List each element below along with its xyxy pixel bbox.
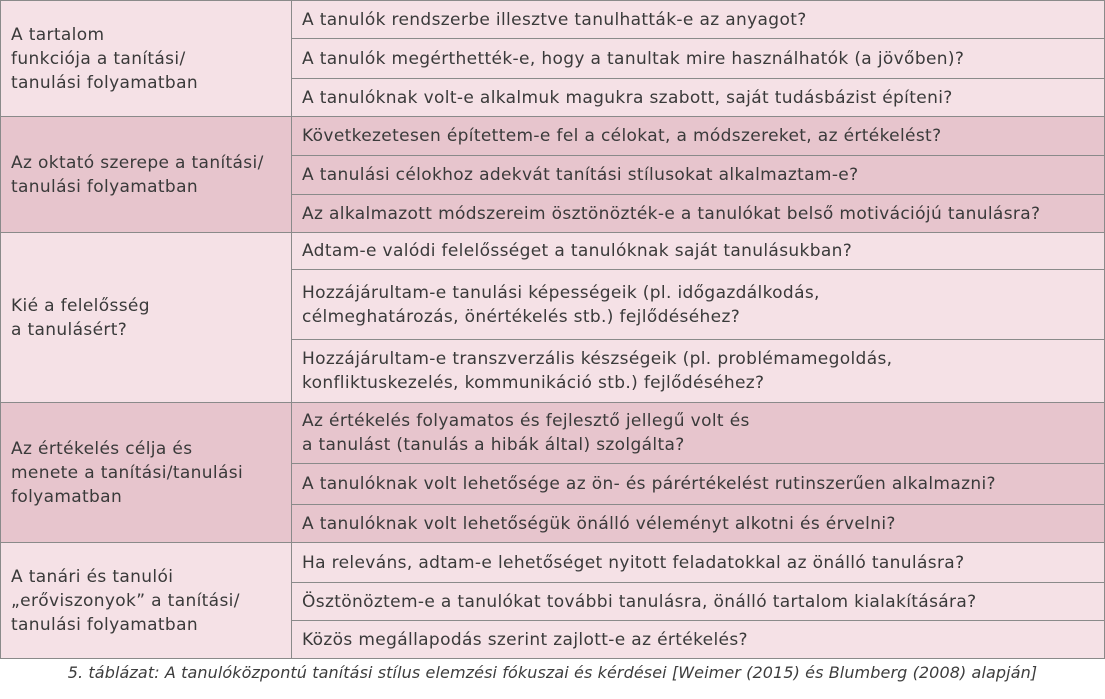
question-text-line: Ösztönöztem-e a tanulókat további tanulásra, önálló tartalom kialakítására? <box>302 591 977 612</box>
question-text-line: Közös megállapodás szerint zajlott-e az értékelés? <box>302 629 748 650</box>
question-text-line: Az alkalmazott módszereim ösztönözték-e a tanulókat belső motivációjú tanulásra? <box>302 203 1041 224</box>
table-row <box>1 543 1105 583</box>
question-text-line: Hozzájárultam-e transzverzális készségeik (pl. problémamegoldás, <box>302 349 893 369</box>
question-cell <box>292 156 1105 195</box>
focus-area-label-line: a tanulásért? <box>11 319 128 340</box>
question-cell <box>292 117 1105 156</box>
focus-area-label-line: Kié a felelősség <box>11 295 150 316</box>
question-cell <box>292 270 1105 340</box>
question-cell <box>292 195 1105 233</box>
focus-area-label-line: tanulási folyamatban <box>11 176 198 197</box>
question-text-line: célmeghatározás, önértékelés stb.) fejlődéséhez? <box>302 306 741 327</box>
question-text-line: Ha releváns, adtam-e lehetőséget nyitott feladatokkal az önálló tanulásra? <box>302 552 965 573</box>
question-text-line: a tanulást (tanulás a hibák által) szolgálta? <box>302 435 685 455</box>
question-cell <box>292 543 1105 583</box>
focus-area-label-line: A tartalom <box>11 24 105 45</box>
question-text-line: Az értékelés folyamatos és fejlesztő jellegű volt és <box>302 411 750 431</box>
focus-area-label-line: menete a tanítási/tanulási <box>11 462 244 483</box>
question-text-line: A tanulóknak volt lehetőségük önálló véleményt alkotni és érvelni? <box>302 513 896 534</box>
question-cell <box>292 505 1105 543</box>
focus-area-label-line: funkciója a tanítási/ <box>11 48 186 69</box>
question-cell <box>292 464 1105 505</box>
focus-area-label-line: A tanári és tanulói <box>11 566 174 587</box>
question-cell <box>292 340 1105 403</box>
question-text-line: A tanulási célokhoz adekvát tanítási stílusokat alkalmaztam-e? <box>302 165 859 185</box>
question-cell <box>292 79 1105 117</box>
focus-area-label-line: folyamatban <box>11 486 123 507</box>
focus-area-label-line: tanulási folyamatban <box>11 614 198 635</box>
table-row <box>1 117 1105 156</box>
question-cell <box>292 1 1105 39</box>
question-cell <box>292 233 1105 270</box>
table-row <box>1 233 1105 270</box>
question-text-line: A tanulók rendszerbe illesztve tanulhatták-e az anyagot? <box>302 9 807 30</box>
focus-area-cell <box>1 1 292 117</box>
focus-area-cell <box>1 543 292 659</box>
question-cell <box>292 403 1105 464</box>
table-row <box>1 403 1105 464</box>
question-cell <box>292 621 1105 659</box>
question-text-line: Adtam-e valódi felelősséget a tanulóknak saját tanulásukban? <box>302 241 853 261</box>
focus-area-label-line: tanulási folyamatban <box>11 72 198 93</box>
table-caption: 5. táblázat: A tanulóközpontú tanítási stílus elemzési fókuszai és kérdései [Weimer (2015) és Blumberg (2008) alapján] <box>67 663 1038 682</box>
question-text-line: Következetesen építettem-e fel a célokat, a módszereket, az értékelést? <box>302 126 942 146</box>
focus-area-cell <box>1 403 292 543</box>
focus-area-label-line: Az értékelés célja és <box>11 438 193 459</box>
focus-area-label-line: „erőviszonyok” a tanítási/ <box>11 590 240 611</box>
question-text-line: A tanulók megérthették-e, hogy a tanultak mire használhatók (a jövőben)? <box>302 48 965 69</box>
table-row <box>1 1 1105 39</box>
focus-area-cell <box>1 117 292 233</box>
focus-area-label-line: Az oktató szerepe a tanítási/ <box>11 152 264 173</box>
focus-area-cell <box>1 233 292 403</box>
question-text-line: A tanulóknak volt lehetősége az ön- és párértékelést rutinszerűen alkalmazni? <box>302 474 996 494</box>
question-cell <box>292 39 1105 79</box>
question-text-line: konfliktuskezelés, kommunikáció stb.) fejlődéséhez? <box>302 373 765 393</box>
question-text-line: Hozzájárultam-e tanulási képességeik (pl. időgazdálkodás, <box>302 282 820 303</box>
question-cell <box>292 583 1105 621</box>
question-text-line: A tanulóknak volt-e alkalmuk magukra szabott, saját tudásbázist építeni? <box>302 87 953 108</box>
